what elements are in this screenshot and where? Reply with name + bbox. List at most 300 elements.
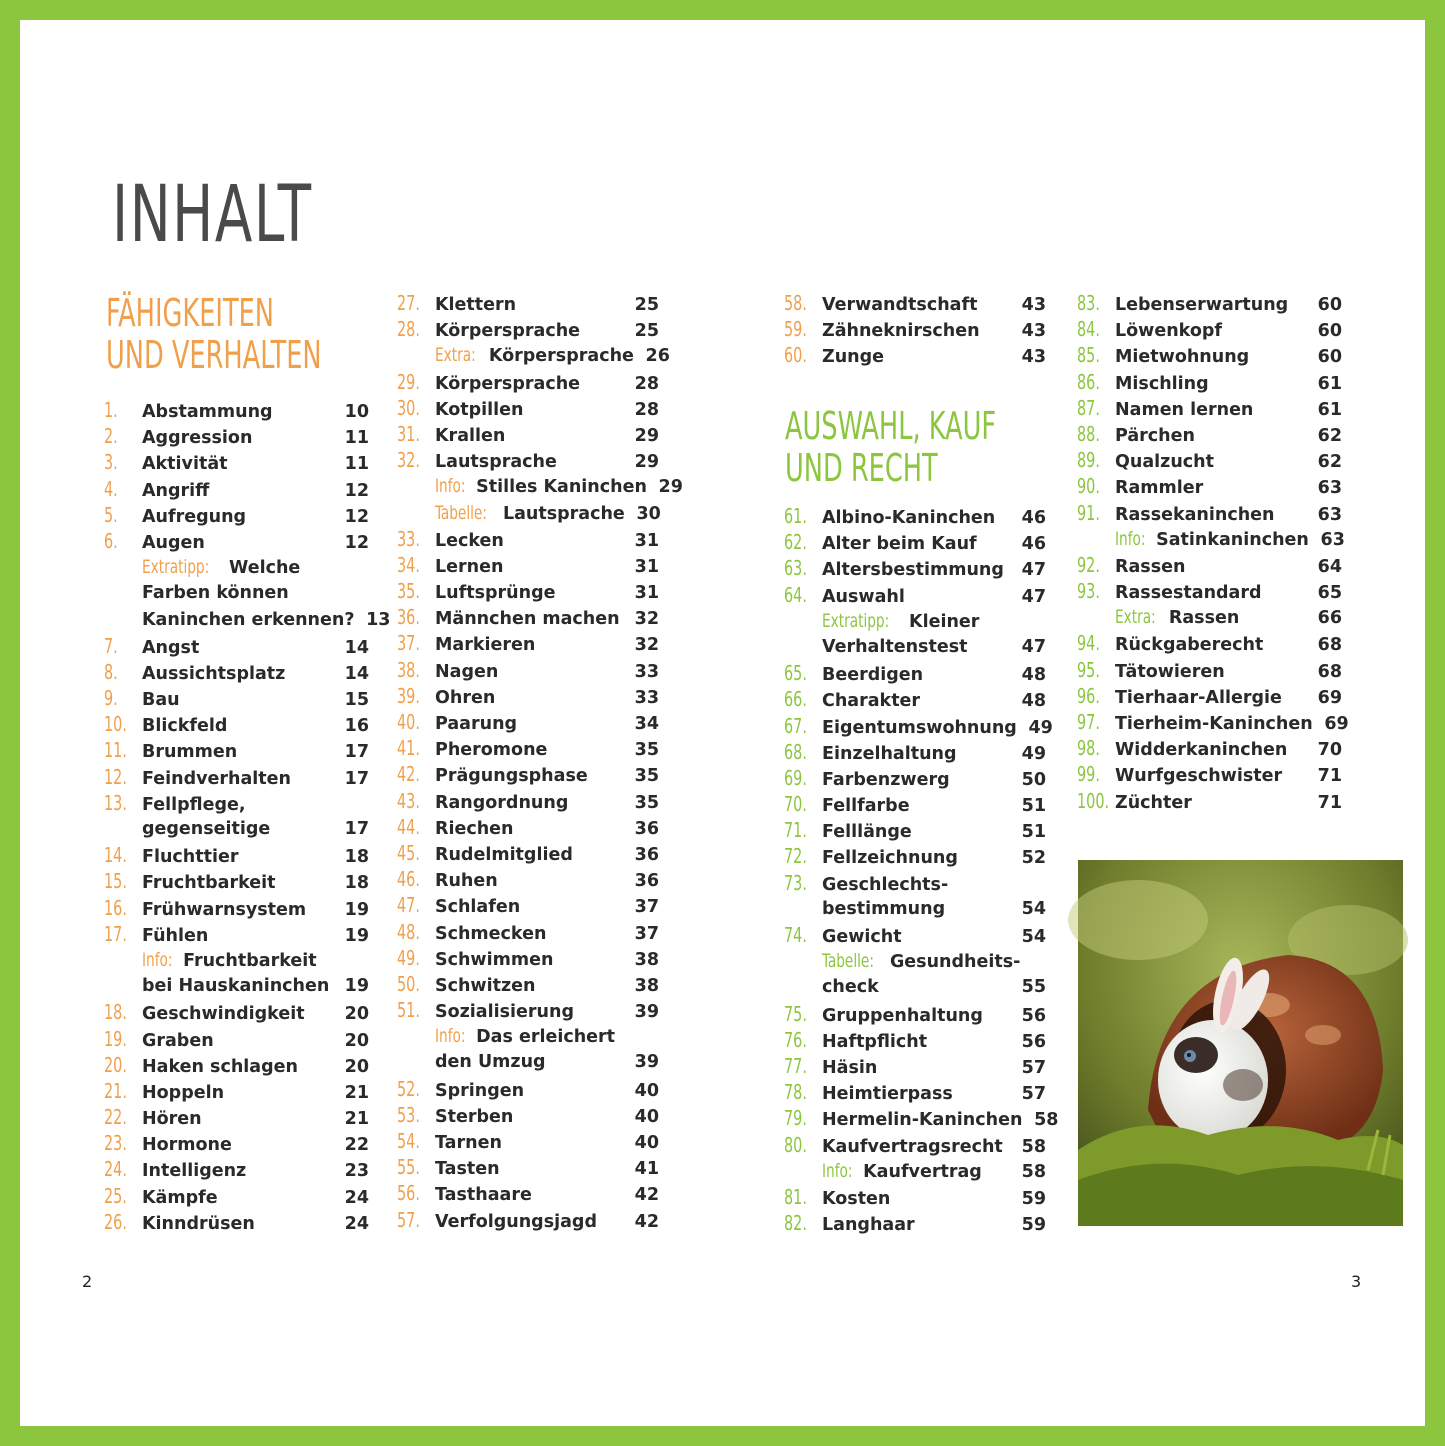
toc-entry-label-wrap [822,793,1010,819]
toc-entry-label: Geschwindigkeit [142,1004,305,1025]
toc-entry [104,1052,369,1078]
toc-entry-number: 49. [397,945,420,970]
toc-entry-label-wrap [435,1182,623,1208]
toc-entry-label: Schwimmen [435,949,554,970]
toc-entry-label-wrap [142,713,333,739]
toc-entry-number: 24. [104,1157,127,1182]
toc-entry-number: 23. [104,1131,127,1156]
toc-entry-page: 62 [1317,452,1342,473]
toc-entry [784,739,1046,765]
toc-entry [784,765,1046,791]
toc-entry-page: 43 [1021,321,1046,342]
toc-entry-number: 98. [1077,736,1100,761]
toc-entry-page: 58 [1034,1110,1059,1131]
toc-entry-label: Tierheim-Kaninchen [1115,714,1313,734]
toc-entry-label: Aussichtsplatz [142,663,286,684]
toc-entry [104,973,369,999]
toc-entry-number: 54. [397,1129,420,1153]
toc-entry [397,421,659,447]
toc-entry-number: 19. [104,1026,127,1051]
toc-entry-label-wrap [435,816,623,842]
toc-entry-page: 12 [344,480,369,501]
toc-entry-label: Verfolgungsjagd [435,1211,597,1232]
toc-entry-label: Verwandtschaft [822,295,978,315]
toc-entry-page: 71 [1317,792,1342,813]
toc-entry [397,1180,659,1206]
toc-entry-label-wrap [822,1107,1022,1133]
toc-entry-number: 40. [397,710,420,734]
toc-entry-label: Fellpflege, [142,794,246,815]
toc-entry-prefix: Tabelle: [435,501,487,524]
page-number-left: 2 [82,1272,93,1291]
section-heading-auswahl [785,405,996,489]
toc-entry-label-wrap [142,947,333,974]
toc-entry [397,630,659,656]
toc-entry-page: 59 [1021,1188,1046,1209]
toc-entry [784,974,1046,1000]
toc-entry-label: Blickfeld [142,716,228,737]
toc-entry-page: 29 [634,425,659,446]
toc-entry-page: 29 [634,452,659,473]
toc-entry-number: 92. [1077,552,1100,577]
toc-entry [784,817,1046,843]
toc-entry-label-wrap [142,766,333,792]
toc-entry [784,1027,1046,1053]
toc-entry-page: 35 [634,740,659,761]
toc-entry-page: 40 [634,1106,659,1127]
toc-entry-label: Männchen machen [435,609,620,630]
toc-entry-label: Schlafen [435,897,521,918]
toc-entry-page: 68 [1317,635,1342,656]
toc-entry-number: 65. [784,661,807,686]
toc-entry-number: 62. [784,530,807,555]
toc-entry-page: 63 [1317,478,1342,499]
toc-entry [1077,342,1342,368]
toc-entry-label-wrap [142,504,333,530]
toc-entry-label: Lernen [435,556,504,577]
toc-entry-label: Altersbestimmung [822,560,1004,581]
toc-entry-page: 68 [1317,661,1342,682]
toc-entry-number: 33. [397,526,420,551]
toc-entry-number: 10. [104,712,127,737]
toc-entry-number: 21. [104,1078,127,1103]
toc-entry [104,423,369,449]
toc-entry-label: Lecken [435,530,504,551]
toc-entry-label: Kämpfe [142,1187,218,1208]
toc-entry-label: Tarnen [435,1133,502,1153]
toc-entry-number: 84. [1077,317,1100,342]
toc-entry-label-wrap [822,608,1010,635]
toc-entry [784,634,1046,660]
toc-entry-label-wrap [1115,790,1306,816]
toc-entry-prefix: Extra: [1115,606,1156,629]
page-title: INHALT [112,170,313,260]
toc-entry-label-wrap [1115,763,1306,789]
toc-entry-label-wrap [1115,554,1306,580]
toc-entry [784,1053,1046,1079]
toc-entry-number: 47. [397,893,420,918]
toc-entry-page: 11 [344,454,369,475]
toc-entry-label-wrap [822,948,1020,975]
toc-entry [397,604,659,630]
toc-entry-page: 60 [1317,347,1342,368]
toc-entry-number: 94. [1077,631,1100,656]
toc-entry-number: 1. [104,398,118,422]
toc-entry-number: 70. [784,792,807,817]
toc-entry-label-wrap [1115,344,1306,370]
toc-list [784,503,1059,1236]
toc-entry-label: Gruppenhaltung [822,1005,983,1026]
toc-entry [104,947,369,973]
toc-entry-number: 79. [784,1106,807,1131]
toc-entry-page: 38 [634,949,659,970]
toc-entry-number: 56. [397,1181,420,1206]
toc-entry-label-wrap [142,870,333,896]
toc-entry [397,1049,659,1075]
toc-entry-page: 47 [1021,586,1046,607]
toc-entry [104,607,391,633]
toc-entry-prefix: Extratipp: [822,609,890,632]
toc-entry-label: Namen lernen [1115,399,1254,420]
toc-entry-page: 65 [1317,583,1342,604]
toc-entry-label-wrap [1115,632,1306,658]
toc-entry [397,342,670,368]
toc-entry-page: 54 [1021,927,1046,947]
toc-entry-number: 4. [104,476,118,501]
toc-entry-label-wrap [435,1023,623,1050]
toc-entry-page: 37 [634,897,659,918]
toc-entry-page: 25 [634,321,659,342]
toc-entry-label-wrap [142,554,333,581]
toc-entry-page: 22 [344,1135,369,1156]
toc-entry-page: 12 [344,506,369,527]
toc-column-3-auswahl [784,503,1059,1236]
toc-entry-page: 14 [344,663,369,684]
toc-entry [104,1156,369,1182]
toc-entry-label: Rassen [1168,608,1240,629]
toc-entry-page: 36 [634,844,659,865]
toc-entry-label: Feindverhalten [142,768,291,789]
toc-entry [397,761,659,787]
toc-entry-label-wrap [822,741,1010,767]
toc-entry-label: bestimmung [822,898,946,919]
toc-entry-label-wrap [142,1158,333,1184]
toc-entry-label-wrap [822,974,1010,1000]
toc-entry-number: 63. [784,556,807,581]
toc-entry [397,290,659,316]
toc-entry [397,1023,659,1049]
toc-entry [397,788,659,814]
toc-entry-page: 39 [634,1002,659,1023]
toc-entry [1077,683,1342,709]
toc-entry-label: Wurfgeschwister [1115,766,1283,787]
toc-entry [1077,473,1342,499]
toc-entry-page: 52 [1021,848,1046,869]
toc-entry-label-wrap [822,715,1017,741]
toc-entry-label: gegenseitige [142,819,271,839]
toc-entry-label: Luftsprünge [435,583,556,604]
toc-entry-label: Lautsprache [435,452,557,473]
toc-entry-label-wrap [822,1029,1010,1055]
toc-entry-number: 51. [397,998,420,1023]
toc-entry-page: 63 [1317,504,1342,525]
toc-entry-number: 5. [104,502,118,527]
section-heading-line: FÄHIGKEITEN [106,291,274,335]
toc-entry-page: 32 [634,609,659,630]
toc-entry-label-wrap [822,896,1010,922]
toc-entry-label-wrap [142,897,333,923]
toc-entry-label-wrap [142,1185,333,1211]
toc-entry-label-wrap [822,872,1010,898]
toc-entry-page: 59 [1021,1215,1046,1236]
toc-entry-page: 48 [1021,665,1046,686]
toc-entry [397,709,659,735]
toc-entry [784,1210,1046,1236]
toc-entry-label-wrap [435,1078,623,1104]
toc-entry [397,997,659,1023]
toc-entry-label-wrap [435,947,623,973]
toc-entry-prefix: Extra: [435,344,476,367]
toc-entry-page: 56 [1021,1031,1046,1052]
toc-entry [784,503,1046,529]
toc-entry-label-wrap [435,606,623,632]
toc-entry-page: 20 [344,1056,369,1077]
toc-entry-number: 28. [397,317,420,342]
toc-entry-label-wrap [435,868,623,894]
toc-entry-label-wrap [435,737,623,763]
toc-entry [397,1128,659,1154]
toc-entry-number: 99. [1077,762,1100,787]
toc-entry-page: 61 [1317,399,1342,420]
toc-entry-page: 58 [1021,1136,1046,1157]
toc-entry-number: 76. [784,1027,807,1052]
toc-entry-label: Kaninchen erkennen? [142,609,355,630]
toc-entry-page: 35 [634,792,659,813]
toc-entry-label: Fellfarbe [822,796,910,817]
toc-entry-page: 56 [1021,1005,1046,1026]
toc-entry-label-wrap [822,531,1010,557]
toc-entry-page: 43 [1021,295,1046,315]
toc-entry-number: 15. [104,869,127,894]
toc-entry [1077,788,1342,814]
toc-entry [784,1079,1046,1105]
toc-entry-label-wrap [435,1156,623,1182]
toc-entry-label: Lautsprache [502,503,625,524]
toc-entry-label: Kleiner [909,611,980,632]
toc-entry-label-wrap [435,973,623,999]
toc-entry-page: 33 [634,687,659,708]
toc-entry [104,790,369,816]
toc-entry-number: 78. [784,1080,807,1105]
toc-entry [784,555,1046,581]
toc-entry-label-wrap [1115,397,1306,423]
toc-entry-label-wrap [1115,423,1306,449]
toc-entry [397,526,659,552]
toc-entry-label: Züchter [1115,792,1192,813]
toc-entry-number: 72. [784,844,807,869]
toc-entry-label: Widderkaninchen [1115,740,1288,761]
toc-entry-label-wrap [822,1186,1010,1212]
toc-entry [397,395,659,421]
toc-entry [1077,761,1342,787]
toc-entry-label: Rückgaberecht [1115,635,1264,656]
toc-entry-page: 66 [1317,608,1342,629]
toc-entry-label: Mietwohnung [1115,347,1250,368]
toc-entry-page: 21 [344,1082,369,1103]
toc-entry-label-wrap [142,607,354,633]
toc-entry-label-wrap [142,1001,333,1027]
toc-entry-label: Markieren [435,635,536,656]
toc-entry-label: Augen [142,532,205,553]
toc-entry [1077,316,1342,342]
toc-entry-number: 55. [397,1155,420,1180]
toc-entry-number: 3. [104,450,118,475]
toc-entry-label: Löwenkopf [1115,321,1222,342]
toc-entry-label-wrap [822,819,1010,845]
toc-entry-label: Tasthaare [435,1185,532,1206]
toc-entry-page: 36 [634,871,659,892]
toc-entry-number: 18. [104,1000,127,1025]
toc-entry-number: 64. [784,582,807,607]
toc-entry-page: 47 [1021,636,1046,657]
toc-entry-page: 42 [634,1211,659,1232]
toc-entry [104,476,369,502]
toc-entry-label: Beerdigen [822,665,924,686]
toc-entry-number: 2. [104,424,118,449]
toc-entry [1077,735,1342,761]
toc-entry-label: check [822,977,879,998]
toc-entry-label-wrap [142,1080,333,1106]
toc-entry-number: 16. [104,895,127,920]
toc-entry-label: Kosten [822,1188,891,1209]
toc-entry-label: Stilles Kaninchen [476,477,647,498]
toc-entry [397,866,659,892]
toc-entry-page: 12 [344,532,369,553]
toc-entry-label: Fluchttier [142,847,239,868]
toc-entry-label-wrap [1115,580,1306,606]
toc-entry-number: 100. [1077,788,1110,813]
toc-entry-label: Fühlen [142,925,209,946]
toc-entry-number: 9. [104,686,118,711]
toc-entry [104,764,369,790]
toc-entry-page: 10 [344,402,369,422]
toc-entry-page: 30 [636,503,661,524]
rabbit-photo [1078,860,1403,1226]
toc-entry-number: 32. [397,448,420,473]
toc-entry-page: 17 [344,768,369,789]
toc-entry-page: 28 [634,399,659,420]
toc-entry-label: Fellzeichnung [822,848,958,869]
toc-entry [784,843,1046,869]
toc-entry-number: 20. [104,1052,127,1077]
toc-entry-label-wrap [822,688,1010,714]
toc-entry [397,578,659,604]
section-heading-line: UND VERHALTEN [106,333,322,377]
toc-entry-label-wrap [822,634,1010,660]
rabbit-illustration [1078,860,1403,1226]
toc-entry-label: Albino-Kaninchen [822,508,996,528]
toc-entry-label-wrap [435,1104,623,1130]
toc-entry-page: 36 [634,818,659,839]
toc-entry-label: Gesundheits- [889,952,1021,973]
toc-entry [784,791,1046,817]
toc-entry-label-wrap [435,632,623,658]
toc-entry-number: 97. [1077,710,1100,734]
toc-entry-label: Paarung [435,714,518,734]
toc-entry-page: 16 [344,716,369,737]
toc-entry [104,659,369,685]
toc-entry-label-wrap [1115,737,1306,763]
toc-entry-page: 49 [1028,717,1053,738]
toc-entry [1077,709,1349,735]
toc-entry-number: 86. [1077,369,1100,394]
toc-entry-label-wrap [1115,502,1306,528]
toc-entry-number: 26. [104,1209,127,1234]
page-number-right: 3 [1351,1272,1362,1291]
toc-entry-label: Felllänge [822,822,912,843]
toc-entry [104,711,369,737]
toc-entry-page: 20 [344,1004,369,1025]
toc-entry [397,971,659,997]
toc-entry [104,633,369,659]
toc-entry-label-wrap [822,318,1010,344]
toc-entry-page: 64 [1317,556,1342,577]
toc-entry-label-wrap [142,1106,333,1132]
toc-entry-number: 7. [104,633,118,658]
toc-entry-label-wrap [142,399,333,425]
toc-entry-label: Körpersprache [435,373,581,394]
toc-entry [784,1184,1046,1210]
toc-entry [397,814,659,840]
toc-entry-label: Graben [142,1030,214,1051]
toc-entry-page: 26 [645,346,670,367]
toc-entry-prefix: Info: [822,1159,853,1182]
toc-entry-number: 88. [1077,421,1100,446]
toc-entry-label-wrap [435,371,623,397]
toc-entry [784,608,1046,634]
toc-entry-number: 52. [397,1076,420,1101]
toc-entry-label: Prägungsphase [435,766,588,787]
book-spread [20,20,1425,1426]
toc-entry-label-wrap [142,687,333,713]
toc-entry [784,713,1053,739]
toc-entry [397,892,659,918]
toc-entry-page: 41 [634,1159,659,1180]
toc-entry [397,552,659,578]
toc-entry-label: Hermelin-Kaninchen [822,1110,1023,1131]
toc-entry [397,840,659,866]
toc-entry-number: 73. [784,870,807,895]
toc-entry-page: 57 [1021,1057,1046,1078]
toc-entry-page: 31 [634,530,659,551]
toc-entry [784,1001,1046,1027]
toc-entry [1077,630,1342,656]
toc-entry-label: Springen [435,1080,525,1101]
toc-entry-number: 91. [1077,500,1100,525]
toc-entry-page: 69 [1317,687,1342,708]
toc-entry-page: 32 [634,635,659,656]
toc-entry-label-wrap [435,921,623,947]
toc-entry-label-wrap [822,1212,1010,1238]
toc-entry [104,1078,369,1104]
toc-entry-page: 40 [634,1133,659,1153]
toc-entry-label: Rassestandard [1115,583,1262,604]
toc-entry-label-wrap [1115,685,1306,711]
toc-entry-number: 89. [1077,448,1100,473]
toc-entry-label: Haken schlagen [142,1056,298,1077]
toc-entry [104,842,369,868]
toc-entry-number: 37. [397,631,420,656]
